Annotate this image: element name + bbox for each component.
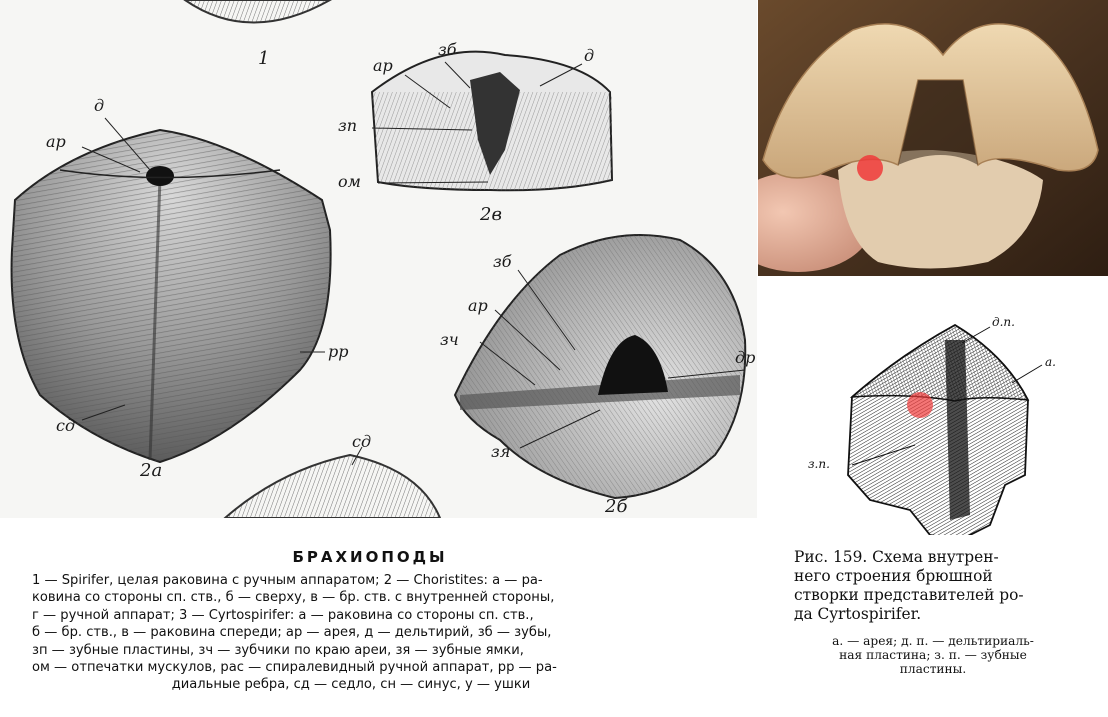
caption-body [30,572,670,694]
caption-159-line: него строения брюшной [794,567,993,585]
label-radial-ribs: рр [328,342,349,361]
brachiopod-plate [0,0,757,518]
caption-line: ковина со стороны сп. ств., б — сверху, в — бр. ств. с внутренней стороны, [32,590,555,606]
label-area: ар [46,132,66,151]
label-fig-1: 1 [258,48,270,69]
fossil-photo [758,0,1108,276]
caption-line: б — бр. ств., в — раковина спереди; ар — арея, д — дельтирий, зб — зубы, [32,625,552,641]
figure-marker [907,392,933,418]
figure-3-fragment [225,447,440,518]
caption-figure-159 [794,548,1072,676]
label-fig-2v: 2в [480,204,502,225]
label-dental-sockets: зя [491,442,511,461]
photo-drawing [758,0,1108,276]
label-deltidium-2v: д [584,46,595,65]
label-deltidium: д [94,96,105,115]
label-denticles: зч [440,330,459,349]
figure-1-fragment [185,0,330,23]
label-deltidial-plate: д.п. [992,315,1015,329]
caption-line: г — ручной аппарат; 3 — Cyrtospirifer: а — раковина со стороны сп. ств., [32,607,534,623]
caption-line: зп — зубные пластины, зч — зубчики по краю ареи, зя — зубные ямки, [32,642,524,658]
caption-159-line: да Cyrtospirifer. [794,605,922,623]
caption-159-note-line: пластины. [899,662,967,676]
plate-drawings [0,0,757,518]
label-fig-2a: 2а [140,460,163,481]
label-saddle-3: сд [352,432,372,451]
label-area-2b: ар [468,296,488,315]
caption-line: 1 — Spirifer, целая раковина с ручным аппаратом; 2 — Choristites: а — ра- [32,573,543,588]
figure-159 [790,305,1090,535]
caption-159-note-line: ная пластина; з. п. — зубные [839,648,1027,662]
label-saddle: сд [56,416,76,435]
figure-2v-shell [372,52,612,191]
label-dr: др [735,348,756,367]
label-zp: з.п. [808,457,830,471]
caption-159-note-line: а. — арея; д. п. — дельтириаль- [832,634,1034,648]
caption-159-title [794,548,1072,624]
label-fig-2b: 2б [605,496,628,517]
label-a: а. [1045,355,1056,369]
label-teeth-2b: зб [493,252,512,271]
caption-line: диальные ребра, сд — седло, сн — синус, у — ушки [171,677,531,693]
label-teeth-2v: зб [438,40,457,59]
label-dental-plates: зп [338,116,358,135]
figure-2a-shell [12,118,331,462]
figure-159-drawing [790,305,1090,535]
photo-marker [857,155,883,181]
label-muscle-scars: ом [338,172,361,191]
caption-brachiopods [30,548,670,694]
label-area-2v: ар [373,56,393,75]
caption-159-line: Рис. 159. Схема внутрен- [794,548,999,566]
caption-line: ом — отпечатки мускулов, рас — спиралевидный ручной аппарат, рр — ра- [32,660,557,676]
caption-159-line: створки представителей ро- [794,586,1024,604]
caption-159-note [794,634,1072,676]
caption-title: БРАХИОПОДЫ [292,548,448,566]
